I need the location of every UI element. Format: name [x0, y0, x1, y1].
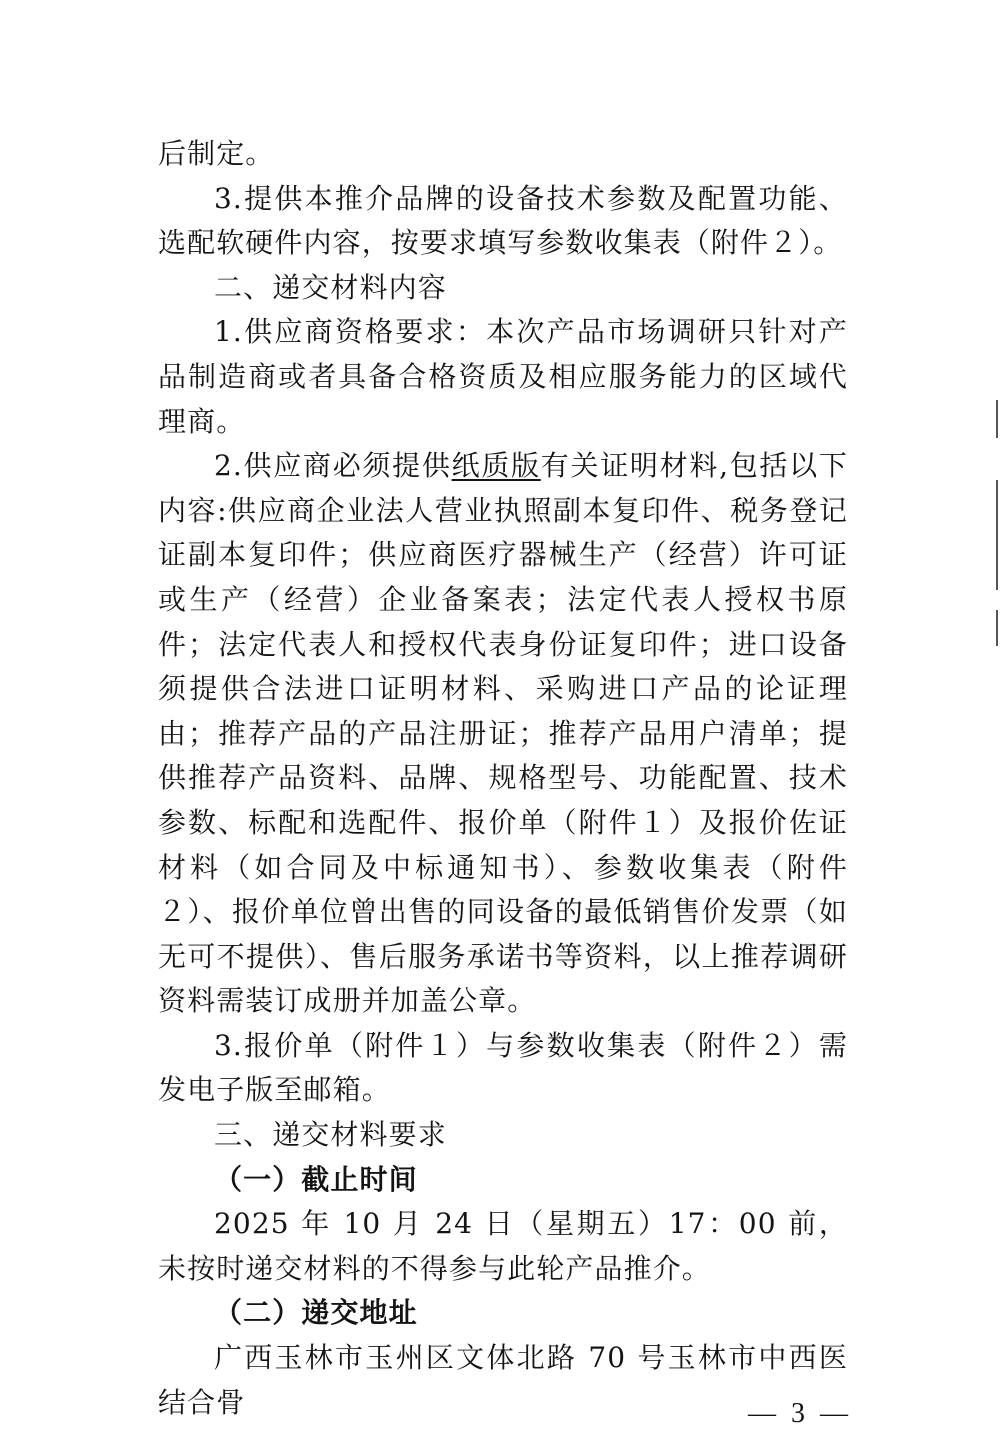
document-body [158, 132, 848, 1425]
paragraph-supplier-qualification: 1.供应商资格要求：本次产品市场调研只针对产品制造商或者具备合格资质及相应服务能力的区域代理商。 [158, 315, 848, 438]
paper-version-underlined: 纸质版 [451, 449, 541, 483]
paragraph-electronic-submission: 3.报价单（附件１）与参数收集表（附件２）需发电子版至邮箱。 [158, 1028, 848, 1107]
section-heading-materials-content: 二、递交材料内容 [214, 270, 447, 304]
page-number: — 3 — [748, 1398, 852, 1429]
scan-edge-mark [996, 610, 998, 646]
paragraph-item-3-technical-params: 3.提供本推介品牌的设备技术参数及配置功能、选配软硬件内容，按要求填写参数收集表（附件２）。 [158, 181, 848, 260]
paragraph-address: 广西玉林市玉州区文体北路 70 号玉林市中西医结合骨 [158, 1341, 848, 1419]
paragraph-deadline: 2025 年 10 月 24 日（星期五）17：00 前，未按时递交材料的不得参与此轮产品推介。 [158, 1207, 848, 1285]
paragraph-required-documents [158, 444, 848, 1024]
required-documents-list: 有关证明材料,包括以下内容:供应商企业法人营业执照副本复印件、税务登记证副本复印件；供应商医疗器械生产（经营）许可证或生产（经营）企业备案表；法定代表人授权书原件；法定代表人和授权代表身份证复印件；进口设备须提供合法进口证明材料、采购进口产品的论证理由；推荐产品的产品注册证；推荐产品用户清单；提供推荐产品资料、品牌、规格型号、功能配置、技术参数、标配和选配件、报价单（附件１）及报价佐证材料（如合同及中标通知书）、参数收集表（附件２）、报价单位曾出售的同设备的最低销售价发票（如无可不提供）、售后服务承诺书等资料，以上推荐调研资料需装订成册并加盖公章。 [158, 449, 848, 1018]
subheading-deadline: （一）截止时间 [214, 1162, 418, 1196]
scan-edge-mark [996, 480, 998, 590]
paragraph-continuation: 后制定。 [158, 137, 275, 170]
section-heading-materials-requirements: 三、递交材料要求 [214, 1118, 447, 1152]
subheading-address: （二）递交地址 [214, 1296, 418, 1330]
scan-edge-mark [996, 400, 998, 438]
required-documents-lead: 2.供应商必须提供 [214, 449, 452, 483]
